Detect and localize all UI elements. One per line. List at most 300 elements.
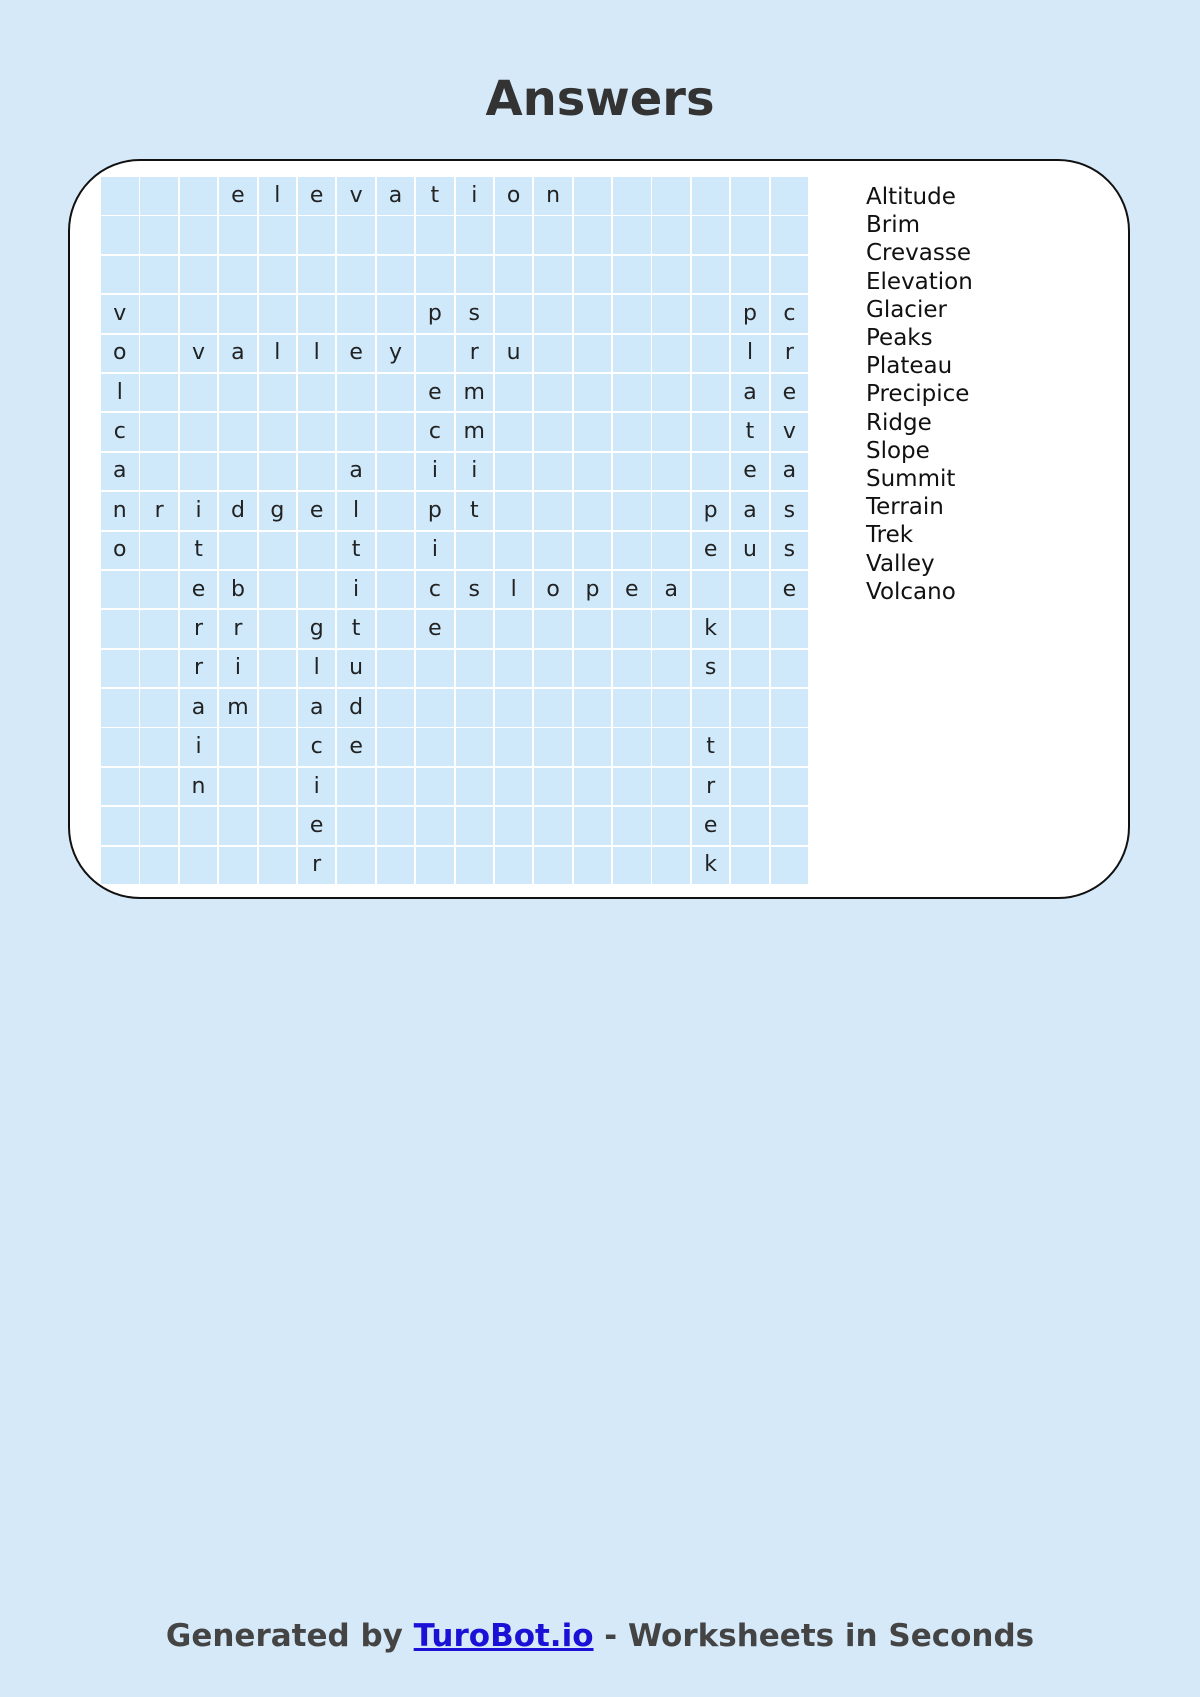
grid-cell xyxy=(259,847,297,885)
grid-cell: i xyxy=(180,492,218,530)
grid-cell xyxy=(534,689,572,727)
grid-cell xyxy=(377,453,415,491)
grid-cell xyxy=(495,768,533,806)
grid-cell xyxy=(259,453,297,491)
grid-cell xyxy=(731,847,769,885)
grid-cell xyxy=(377,571,415,609)
grid-cell: a xyxy=(298,689,336,727)
grid-cell xyxy=(140,413,178,451)
grid-cell xyxy=(377,374,415,412)
grid-cell xyxy=(731,728,769,766)
word-list-item: Ridge xyxy=(866,409,932,436)
grid-cell xyxy=(574,256,612,294)
grid-cell: l xyxy=(495,571,533,609)
grid-cell xyxy=(652,216,690,254)
grid-cell xyxy=(456,847,494,885)
grid-cell xyxy=(140,807,178,845)
grid-cell: v xyxy=(180,335,218,373)
grid-cell xyxy=(652,453,690,491)
grid-cell xyxy=(771,728,809,766)
grid-cell xyxy=(613,453,651,491)
grid-cell xyxy=(574,177,612,215)
grid-cell: t xyxy=(337,610,375,648)
grid-cell xyxy=(534,453,572,491)
grid-cell xyxy=(534,413,572,451)
grid-cell xyxy=(259,216,297,254)
grid-cell: c xyxy=(298,728,336,766)
grid-cell: g xyxy=(259,492,297,530)
grid-cell xyxy=(337,216,375,254)
grid-cell xyxy=(692,689,730,727)
grid-cell: d xyxy=(219,492,257,530)
grid-cell: o xyxy=(495,177,533,215)
grid-cell xyxy=(652,532,690,570)
grid-cell xyxy=(180,256,218,294)
grid-cell: s xyxy=(771,532,809,570)
grid-cell xyxy=(613,413,651,451)
grid-cell: n xyxy=(101,492,139,530)
grid-cell xyxy=(652,650,690,688)
word-list-item: Plateau xyxy=(866,353,953,380)
grid-cell xyxy=(574,532,612,570)
grid-cell: e xyxy=(337,335,375,373)
word-list-item: Terrain xyxy=(866,494,944,521)
grid-cell: i xyxy=(416,453,454,491)
grid-cell xyxy=(574,453,612,491)
grid-cell xyxy=(259,768,297,806)
grid-cell xyxy=(613,295,651,333)
word-list-item: Trek xyxy=(866,522,914,549)
grid-cell xyxy=(298,413,336,451)
grid-cell xyxy=(574,492,612,530)
grid-cell: o xyxy=(101,335,139,373)
grid-cell: r xyxy=(771,335,809,373)
grid-cell: e xyxy=(298,807,336,845)
word-list-item: Elevation xyxy=(866,268,973,295)
grid-cell xyxy=(534,335,572,373)
grid-cell xyxy=(652,610,690,648)
grid-cell xyxy=(613,807,651,845)
grid-cell xyxy=(613,768,651,806)
grid-cell: a xyxy=(377,177,415,215)
grid-cell: a xyxy=(337,453,375,491)
grid-cell xyxy=(101,216,139,254)
grid-cell xyxy=(219,295,257,333)
grid-cell xyxy=(140,768,178,806)
grid-cell xyxy=(416,216,454,254)
grid-cell xyxy=(731,256,769,294)
grid-cell: p xyxy=(574,571,612,609)
grid-cell xyxy=(219,807,257,845)
grid-cell xyxy=(534,847,572,885)
grid-cell xyxy=(495,847,533,885)
grid-cell xyxy=(219,256,257,294)
grid-cell: s xyxy=(692,650,730,688)
grid-cell xyxy=(298,295,336,333)
grid-cell: e xyxy=(416,610,454,648)
grid-cell xyxy=(771,610,809,648)
grid-cell xyxy=(613,216,651,254)
grid-cell: c xyxy=(416,571,454,609)
grid-cell xyxy=(534,650,572,688)
grid-cell xyxy=(613,177,651,215)
grid-cell xyxy=(140,453,178,491)
grid-cell xyxy=(731,216,769,254)
grid-cell xyxy=(416,847,454,885)
grid-cell xyxy=(652,768,690,806)
grid-cell xyxy=(219,847,257,885)
grid-cell xyxy=(101,768,139,806)
grid-cell xyxy=(731,177,769,215)
grid-cell: e xyxy=(337,728,375,766)
grid-cell xyxy=(574,413,612,451)
grid-cell: e xyxy=(298,177,336,215)
grid-cell: t xyxy=(337,532,375,570)
word-list-item: Precipice xyxy=(866,381,970,408)
grid-cell xyxy=(731,571,769,609)
grid-cell xyxy=(101,728,139,766)
grid-cell xyxy=(692,216,730,254)
grid-cell xyxy=(574,610,612,648)
grid-cell: r xyxy=(692,768,730,806)
grid-cell xyxy=(377,807,415,845)
grid-cell xyxy=(140,610,178,648)
grid-cell xyxy=(495,453,533,491)
grid-cell: o xyxy=(534,571,572,609)
grid-cell xyxy=(692,571,730,609)
grid-cell: r xyxy=(456,335,494,373)
grid-cell xyxy=(574,807,612,845)
grid-cell xyxy=(652,177,690,215)
grid-cell xyxy=(731,768,769,806)
grid-cell xyxy=(613,256,651,294)
grid-cell: e xyxy=(771,571,809,609)
grid-cell xyxy=(101,650,139,688)
grid-cell xyxy=(298,374,336,412)
grid-cell xyxy=(219,728,257,766)
grid-cell: a xyxy=(101,453,139,491)
grid-cell xyxy=(692,453,730,491)
grid-cell: p xyxy=(416,492,454,530)
grid-cell xyxy=(101,610,139,648)
grid-cell xyxy=(298,453,336,491)
grid-cell xyxy=(298,256,336,294)
grid-cell: l xyxy=(298,335,336,373)
grid-cell xyxy=(692,177,730,215)
grid-cell xyxy=(337,413,375,451)
grid-cell xyxy=(456,689,494,727)
grid-cell xyxy=(456,728,494,766)
grid-cell: m xyxy=(219,689,257,727)
grid-cell xyxy=(731,689,769,727)
grid-cell: k xyxy=(692,847,730,885)
grid-cell xyxy=(219,374,257,412)
grid-cell: n xyxy=(534,177,572,215)
grid-cell xyxy=(377,768,415,806)
footer-suffix: - Worksheets in Seconds xyxy=(593,1618,1035,1654)
grid-cell: y xyxy=(377,335,415,373)
grid-cell xyxy=(534,295,572,333)
grid-cell: i xyxy=(298,768,336,806)
grid-cell xyxy=(219,768,257,806)
grid-cell: o xyxy=(101,532,139,570)
grid-cell xyxy=(416,256,454,294)
grid-cell xyxy=(613,728,651,766)
grid-cell xyxy=(101,807,139,845)
grid-cell: a xyxy=(731,492,769,530)
grid-cell xyxy=(613,610,651,648)
grid-cell: e xyxy=(613,571,651,609)
grid-cell xyxy=(180,453,218,491)
grid-cell xyxy=(534,256,572,294)
grid-cell: e xyxy=(180,571,218,609)
grid-cell xyxy=(180,847,218,885)
grid-cell xyxy=(259,571,297,609)
word-list-item: Valley xyxy=(866,550,935,577)
page-title: Answers xyxy=(485,71,715,127)
grid-cell xyxy=(140,650,178,688)
grid-cell xyxy=(416,689,454,727)
grid-cell: e xyxy=(692,807,730,845)
grid-cell xyxy=(140,177,178,215)
grid-cell: e xyxy=(692,532,730,570)
grid-cell: v xyxy=(337,177,375,215)
grid-cell: a xyxy=(180,689,218,727)
grid-cell xyxy=(534,532,572,570)
grid-cell xyxy=(219,413,257,451)
grid-cell xyxy=(534,216,572,254)
grid-cell: g xyxy=(298,610,336,648)
grid-cell xyxy=(377,256,415,294)
grid-cell xyxy=(692,413,730,451)
grid-cell xyxy=(495,216,533,254)
grid-cell: s xyxy=(771,492,809,530)
grid-cell: l xyxy=(259,177,297,215)
grid-cell xyxy=(101,847,139,885)
grid-cell: l xyxy=(101,374,139,412)
word-list-item: Brim xyxy=(866,212,921,239)
grid-cell xyxy=(495,374,533,412)
grid-cell xyxy=(495,492,533,530)
grid-cell xyxy=(692,374,730,412)
grid-cell xyxy=(298,532,336,570)
grid-cell: t xyxy=(416,177,454,215)
grid-cell: s xyxy=(456,571,494,609)
grid-cell xyxy=(613,492,651,530)
grid-cell xyxy=(180,216,218,254)
grid-cell: l xyxy=(259,335,297,373)
grid-cell xyxy=(731,610,769,648)
grid-cell xyxy=(259,256,297,294)
grid-cell xyxy=(219,532,257,570)
grid-cell xyxy=(140,374,178,412)
grid-cell xyxy=(456,610,494,648)
word-list-item: Slope xyxy=(866,437,930,464)
grid-cell: p xyxy=(731,295,769,333)
grid-cell xyxy=(652,728,690,766)
grid-cell: c xyxy=(101,413,139,451)
grid-cell xyxy=(613,650,651,688)
grid-cell xyxy=(574,768,612,806)
grid-cell xyxy=(456,256,494,294)
grid-cell xyxy=(140,335,178,373)
grid-cell xyxy=(613,847,651,885)
grid-cell xyxy=(101,256,139,294)
grid-cell xyxy=(495,807,533,845)
grid-cell xyxy=(259,807,297,845)
turobot-link[interactable]: TuroBot.io xyxy=(413,1618,594,1654)
grid-cell xyxy=(534,492,572,530)
footer-prefix: Generated by xyxy=(165,1618,414,1654)
grid-cell: s xyxy=(456,295,494,333)
grid-cell xyxy=(534,728,572,766)
grid-cell xyxy=(613,335,651,373)
grid-cell xyxy=(377,610,415,648)
word-list-item: Glacier xyxy=(866,296,947,323)
grid-cell: t xyxy=(731,413,769,451)
grid-cell: m xyxy=(456,374,494,412)
grid-cell: m xyxy=(456,413,494,451)
grid-cell xyxy=(613,689,651,727)
grid-cell: l xyxy=(731,335,769,373)
footer xyxy=(0,1618,1200,1654)
grid-cell xyxy=(456,768,494,806)
grid-cell xyxy=(298,216,336,254)
grid-cell: r xyxy=(180,650,218,688)
grid-cell xyxy=(337,374,375,412)
grid-cell xyxy=(416,335,454,373)
grid-cell xyxy=(495,413,533,451)
grid-cell: c xyxy=(416,413,454,451)
grid-cell: b xyxy=(219,571,257,609)
grid-cell xyxy=(140,571,178,609)
grid-cell xyxy=(259,413,297,451)
grid-cell xyxy=(574,295,612,333)
grid-cell: p xyxy=(692,492,730,530)
grid-cell xyxy=(377,216,415,254)
grid-cell xyxy=(456,216,494,254)
grid-cell xyxy=(574,335,612,373)
grid-cell xyxy=(180,413,218,451)
grid-cell xyxy=(140,728,178,766)
grid-cell: i xyxy=(456,177,494,215)
grid-cell xyxy=(140,847,178,885)
grid-cell xyxy=(456,807,494,845)
grid-cell: i xyxy=(180,728,218,766)
grid-cell xyxy=(574,728,612,766)
grid-cell xyxy=(534,610,572,648)
grid-cell xyxy=(652,256,690,294)
grid-cell xyxy=(574,650,612,688)
grid-cell xyxy=(377,689,415,727)
grid-cell xyxy=(298,571,336,609)
grid-cell xyxy=(613,374,651,412)
grid-cell: l xyxy=(298,650,336,688)
grid-cell: e xyxy=(731,453,769,491)
grid-cell xyxy=(140,295,178,333)
grid-cell xyxy=(771,768,809,806)
grid-cell: n xyxy=(180,768,218,806)
grid-cell xyxy=(771,847,809,885)
grid-cell: t xyxy=(456,492,494,530)
grid-cell: i xyxy=(219,650,257,688)
grid-cell xyxy=(180,807,218,845)
grid-cell xyxy=(731,807,769,845)
grid-cell xyxy=(652,807,690,845)
grid-cell xyxy=(219,453,257,491)
grid-cell xyxy=(140,532,178,570)
grid-cell xyxy=(652,413,690,451)
grid-cell: e xyxy=(219,177,257,215)
grid-cell: a xyxy=(219,335,257,373)
grid-cell xyxy=(259,728,297,766)
grid-cell: p xyxy=(416,295,454,333)
grid-cell xyxy=(771,650,809,688)
grid-cell xyxy=(495,256,533,294)
word-list xyxy=(866,183,973,606)
grid-cell xyxy=(771,177,809,215)
grid-cell xyxy=(140,689,178,727)
grid-cell: c xyxy=(771,295,809,333)
grid-cell: u xyxy=(731,532,769,570)
grid-cell xyxy=(534,807,572,845)
grid-cell xyxy=(416,728,454,766)
grid-cell: v xyxy=(101,295,139,333)
grid-cell: t xyxy=(692,728,730,766)
grid-cell xyxy=(692,256,730,294)
grid-cell xyxy=(377,728,415,766)
grid-cell xyxy=(771,689,809,727)
grid-cell xyxy=(101,571,139,609)
grid-cell xyxy=(377,532,415,570)
grid-cell xyxy=(652,335,690,373)
word-list-item: Altitude xyxy=(866,184,956,210)
grid-cell xyxy=(574,847,612,885)
grid-cell xyxy=(337,256,375,294)
grid-cell xyxy=(377,847,415,885)
grid-cell: u xyxy=(495,335,533,373)
grid-cell xyxy=(377,492,415,530)
grid-cell xyxy=(180,295,218,333)
grid-cell: e xyxy=(298,492,336,530)
grid-cell xyxy=(771,807,809,845)
grid-cell: i xyxy=(456,453,494,491)
grid-cell xyxy=(180,374,218,412)
grid-cell xyxy=(140,256,178,294)
grid-cell: l xyxy=(337,492,375,530)
grid-cell xyxy=(652,295,690,333)
grid-cell xyxy=(259,295,297,333)
grid-cell xyxy=(692,295,730,333)
grid-cell: a xyxy=(652,571,690,609)
grid-cell xyxy=(259,374,297,412)
grid-cell xyxy=(495,295,533,333)
grid-cell xyxy=(771,256,809,294)
grid-cell xyxy=(377,413,415,451)
word-search-grid xyxy=(101,177,808,884)
grid-cell: r xyxy=(140,492,178,530)
word-list-item: Peaks xyxy=(866,325,933,352)
grid-cell: v xyxy=(771,413,809,451)
grid-cell: u xyxy=(337,650,375,688)
grid-cell xyxy=(495,689,533,727)
grid-cell xyxy=(652,689,690,727)
grid-cell xyxy=(495,650,533,688)
grid-cell xyxy=(495,532,533,570)
grid-cell: r xyxy=(180,610,218,648)
grid-cell xyxy=(101,177,139,215)
grid-cell: r xyxy=(219,610,257,648)
